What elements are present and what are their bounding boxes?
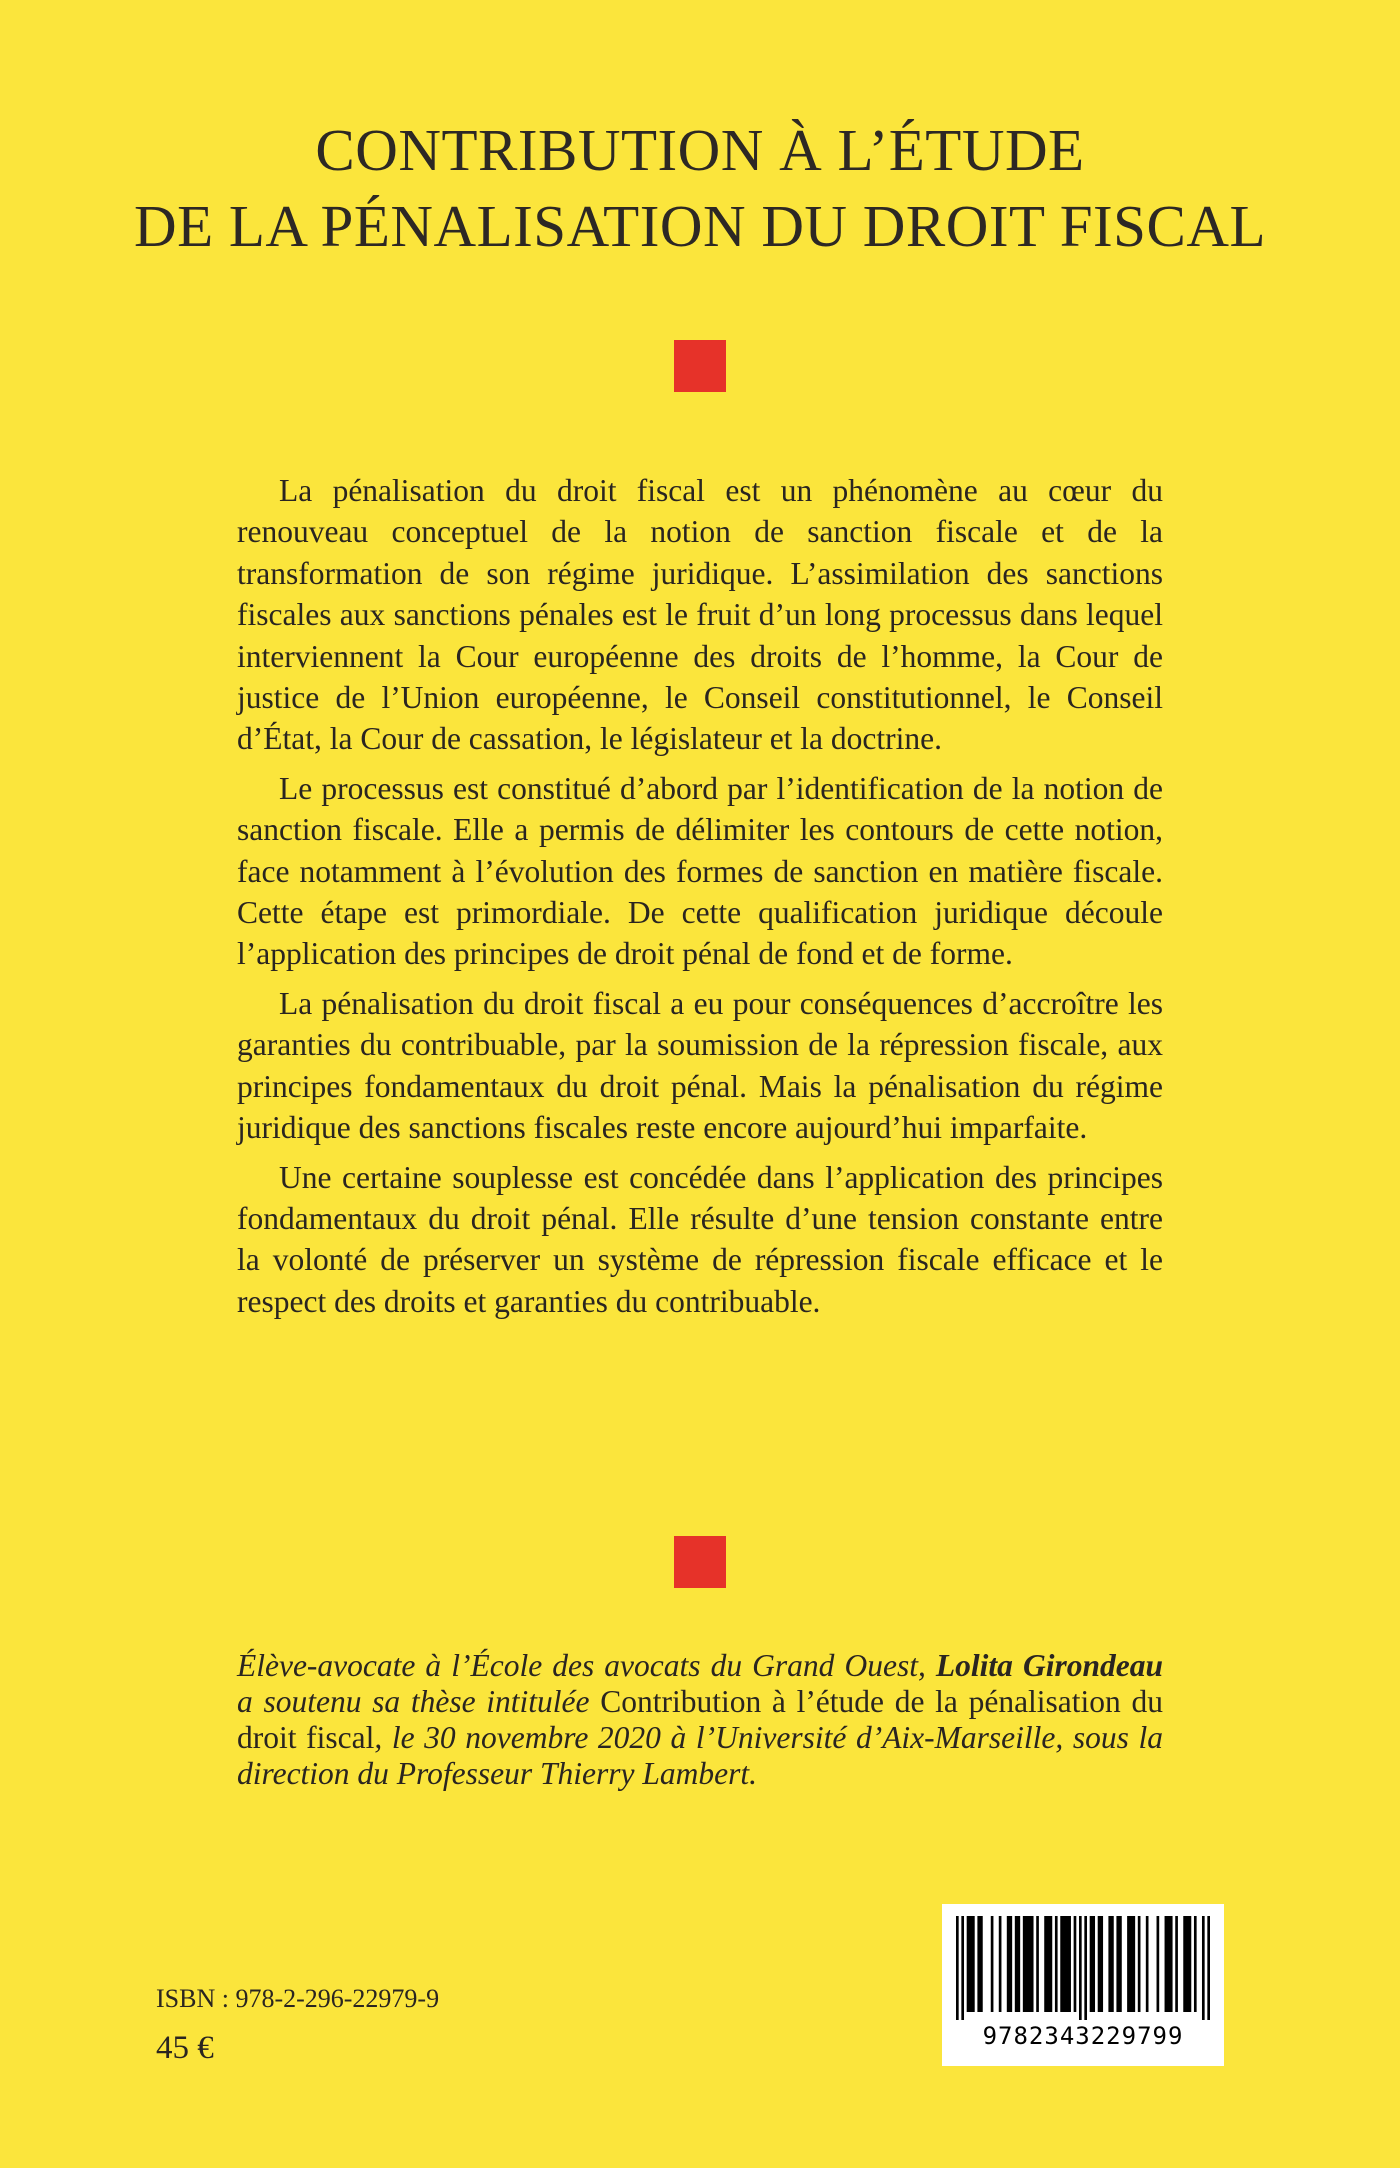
barcode-bar	[1116, 1916, 1121, 2012]
barcode-bar	[1084, 1916, 1087, 2020]
author-note-middle: a soutenu sa thèse intitulée	[237, 1684, 601, 1719]
author-note	[237, 1648, 1163, 1792]
barcode-bar	[1079, 1916, 1082, 2020]
isbn-label: ISBN : 978-2-296-22979-9	[156, 1984, 440, 2013]
barcode-bar	[1183, 1916, 1191, 2012]
barcode-bar	[1044, 1916, 1052, 2012]
barcode-bar	[1127, 1916, 1135, 2012]
barcode-bar	[1090, 1916, 1095, 2012]
barcode-bar	[1098, 1916, 1103, 2012]
barcode-bar	[1055, 1916, 1058, 2012]
barcode-bar	[1015, 1916, 1020, 2012]
summary-paragraph-3: La pénalisation du droit fiscal a eu pour conséquences d’accroître les garanties du contribuable, par la soumission de la répression fiscale, aux principes fondamentaux du droit pénal. Mais la pénalisation du régime juridique des sanctions fiscales reste encore aujourd’hui imparfaite.	[237, 985, 1163, 1146]
barcode-bar	[999, 1916, 1002, 2012]
barcode-bar	[1007, 1916, 1012, 2012]
barcode-bar	[1074, 1916, 1077, 2012]
barcode-bar	[961, 1916, 964, 2020]
barcode-bar	[1175, 1916, 1178, 2012]
barcode-bar	[1108, 1916, 1113, 2012]
barcode-bar	[1157, 1916, 1160, 2012]
barcode-bar	[1060, 1916, 1071, 2012]
title-line-2: DE LA PÉNALISATION DU DROIT FISCAL	[133, 193, 1266, 259]
author-note-intro: Élève-avocate à l’École des avocats du Grand Ouest,	[237, 1648, 936, 1683]
summary-paragraph-1: La pénalisation du droit fiscal est un phénomène au cœur du renouveau conceptuel de la notion de sanction fiscale et de la transformation de son régime juridique. L’assimilation des sanctions fiscales aux sanctions pénales est le fruit d’un long processus dans lequel interviennent la Cour européenne des droits de l’homme, la Cour de justice de l’Union européenne, le Conseil constitutionnel, le Conseil d’État, la Cour de cassation, le législateur et la doctrine.	[237, 473, 1163, 757]
barcode-bar	[977, 1916, 982, 2012]
barcode-bar	[1207, 1916, 1210, 2020]
book-title	[0, 112, 1400, 264]
barcode-bar	[1194, 1916, 1197, 2012]
barcode-bar	[991, 1916, 994, 2012]
price-label: 45 €	[156, 2030, 214, 2066]
red-square-ornament-top	[674, 340, 726, 392]
author-note-end: , le 30 novembre 2020 à l’Université d’Aix-Marseille, sous la direction du Professeur Thierry Lambert.	[237, 1720, 1163, 1791]
barcode-bar	[1036, 1916, 1039, 2012]
red-square-ornament-bottom	[674, 1536, 726, 1588]
barcode-bar	[1202, 1916, 1205, 2020]
author-name: Lolita Girondeau	[935, 1648, 1163, 1683]
barcode-bar	[1165, 1916, 1173, 2012]
thesis-title: Contribution à l’étude de la pénalisation du droit fiscal	[237, 1684, 1163, 1755]
barcode-bar	[1146, 1916, 1149, 2012]
barcode	[942, 1904, 1224, 2066]
barcode-bar	[956, 1916, 959, 2020]
summary-paragraph-2: Le processus est constitué d’abord par l’identification de la notion de sanction fiscale. Elle a permis de délimiter les contours de cette notion, face notamment à l’évolution des formes de sanction en matière fiscale. Cette étape est primordiale. De cette qualification juridique découle l’application des principes de droit pénal de fond et de forme.	[237, 770, 1163, 972]
barcode-bar	[967, 1916, 975, 2012]
summary-paragraph-4: Une certaine souplesse est concédée dans l’application des principes fondamentaux du droit pénal. Elle résulte d’une tension constante entre la volonté de préserver un système de répression fiscale efficace et le respect des droits et garanties du contribuable.	[237, 1159, 1163, 1319]
title-line-1: CONTRIBUTION À L’ÉTUDE	[315, 117, 1085, 183]
summary-text	[237, 470, 1163, 1330]
barcode-bar	[1138, 1916, 1141, 2012]
barcode-digits: 9782343229799	[982, 2022, 1184, 2050]
barcode-bar	[1023, 1916, 1034, 2012]
barcode-bars	[956, 1916, 1210, 2020]
